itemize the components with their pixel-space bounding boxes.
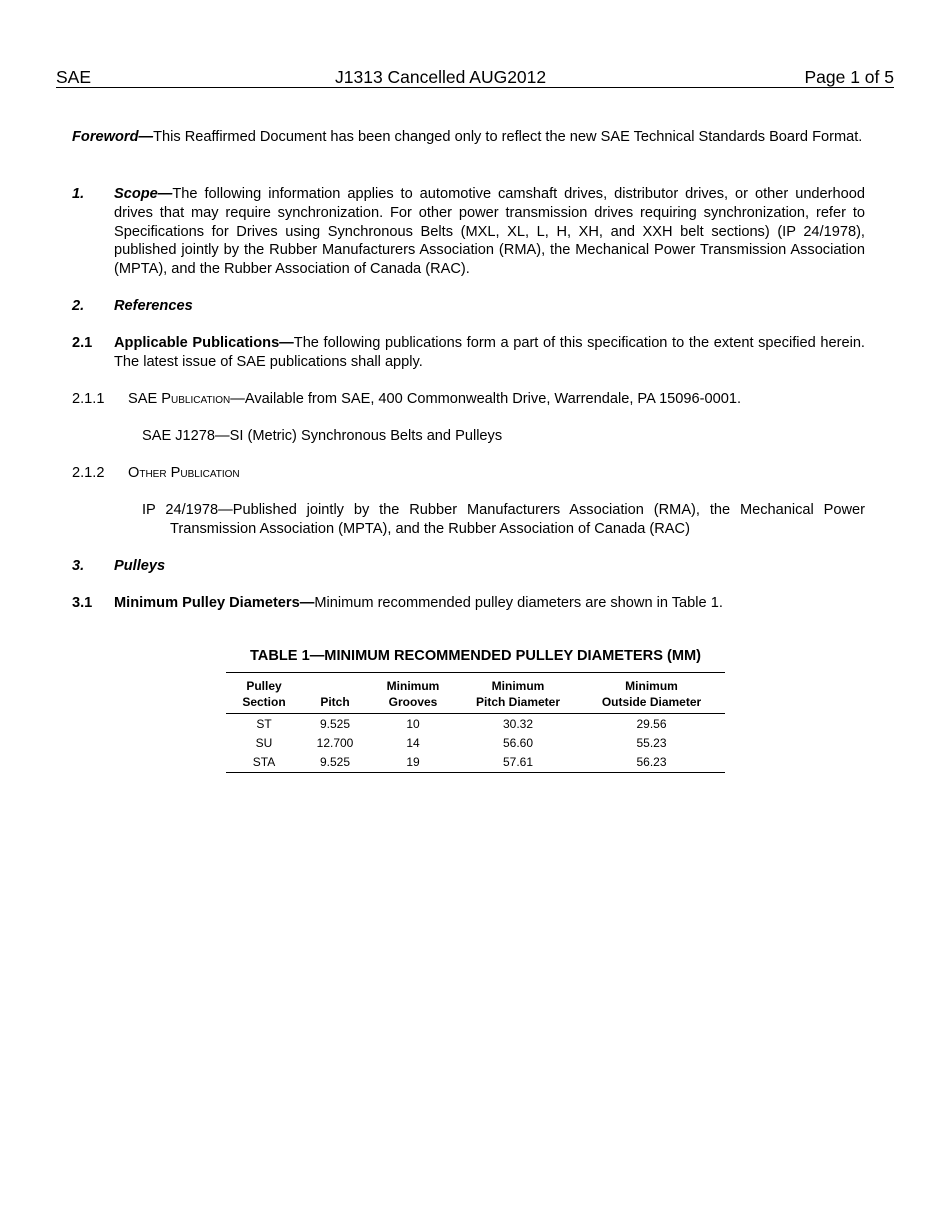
table-cell: 9.525 [319, 717, 351, 731]
table-cell: 30.32 [502, 717, 534, 731]
table-cell: SU [255, 736, 273, 750]
table-cell: 56.60 [502, 736, 534, 750]
reference-ip-24-1978: IP 24/1978—Published jointly by the Rubber Manufacturers Association (RMA), the Mechanical Power Transmission Association (MPTA), and the Rubber Association of Canada (RAC) [142, 502, 865, 537]
table-row [226, 753, 725, 773]
section-3-title: Pulleys [114, 558, 166, 574]
table-row [226, 714, 725, 735]
table-cell: 19 [406, 755, 420, 769]
foreword-label: Foreword— [72, 129, 154, 145]
table-cell: 55.23 [636, 736, 667, 750]
section-1-text: The following information applies to automotive camshaft drives, distributor drives, or other underhood drives that may require synchronization. For other power transmission drives requiring synchronization, refer to Specifications for Drives using Synchronous Belts (MXL, XL, L, H, XH, and XXH belt sections) (IP 24/1978), published jointly by the Rubber Manufacturers Association (RMA), the Mechanical Power Transmission Association (MPTA), and the Rubber Association of Canada (RAC). [114, 186, 865, 278]
table-row [226, 734, 725, 753]
table-cell: 57.61 [502, 755, 534, 769]
section-3-1-number: 3.1 [72, 595, 93, 611]
column-header: Minimum Outside Diameter [601, 679, 702, 709]
column-header: Minimum Grooves [386, 679, 440, 709]
table-cell: 14 [406, 736, 420, 750]
section-3-1-minimum-pulley-diameters [114, 594, 865, 613]
section-3-number: 3. [72, 558, 85, 574]
section-2-1-applicable-publications [114, 334, 865, 372]
section-2-title: References [114, 298, 193, 314]
section-2-1-1-number: 2.1.1 [72, 391, 105, 407]
section-3-1-title: Minimum Pulley Diameters— [114, 595, 315, 611]
reference-sae-j1278: SAE J1278—SI (Metric) Synchronous Belts and Pulleys [142, 428, 503, 444]
column-header: Pitch [320, 695, 350, 709]
header-organization: SAE [56, 67, 92, 87]
section-2-1-1-title: SAE Publication [128, 391, 231, 407]
section-2-1-text: The following publications form a part of this specification to the extent specified herein. The latest issue of SAE publications shall apply. [114, 335, 865, 370]
section-1-number: 1. [72, 186, 85, 202]
column-header: Pulley Section [242, 679, 286, 709]
table-header-row [226, 673, 725, 714]
section-3-1-text: Minimum recommended pulley diameters are shown in Table 1. [314, 595, 723, 611]
table-cell: ST [256, 717, 272, 731]
section-2-1-1-sae-publication [128, 390, 868, 409]
pulley-diameter-table [226, 672, 725, 773]
foreword-text: This Reaffirmed Document has been changed only to reflect the new SAE Technical Standards Board Format. [153, 129, 863, 145]
table-1-title: TABLE 1—MINIMUM RECOMMENDED PULLEY DIAMETERS (MM) [249, 648, 702, 664]
header-document-id: J1313 Cancelled AUG2012 [335, 67, 547, 87]
section-2-number: 2. [72, 298, 85, 314]
section-2-1-1-text: —Available from SAE, 400 Commonwealth Drive, Warrendale, PA 15096-0001. [230, 391, 742, 407]
section-2-1-2-title: Other Publication [128, 465, 240, 481]
table-cell: 56.23 [636, 755, 667, 769]
section-1-scope [114, 185, 865, 279]
column-header: Minimum Pitch Diameter [475, 679, 561, 709]
table-cell: 12.700 [316, 736, 354, 750]
section-2-1-title: Applicable Publications— [114, 335, 294, 351]
section-2-1-number: 2.1 [72, 335, 93, 351]
table-cell: 10 [406, 717, 420, 731]
section-1-title: Scope— [114, 186, 173, 202]
table-cell: 9.525 [319, 755, 351, 769]
foreword-paragraph [72, 128, 879, 147]
header-page-number: Page 1 of 5 [804, 67, 894, 87]
page-header [56, 67, 894, 88]
table-cell: 29.56 [636, 717, 667, 731]
table-cell: STA [252, 755, 276, 769]
section-2-1-2-number: 2.1.2 [72, 465, 105, 481]
